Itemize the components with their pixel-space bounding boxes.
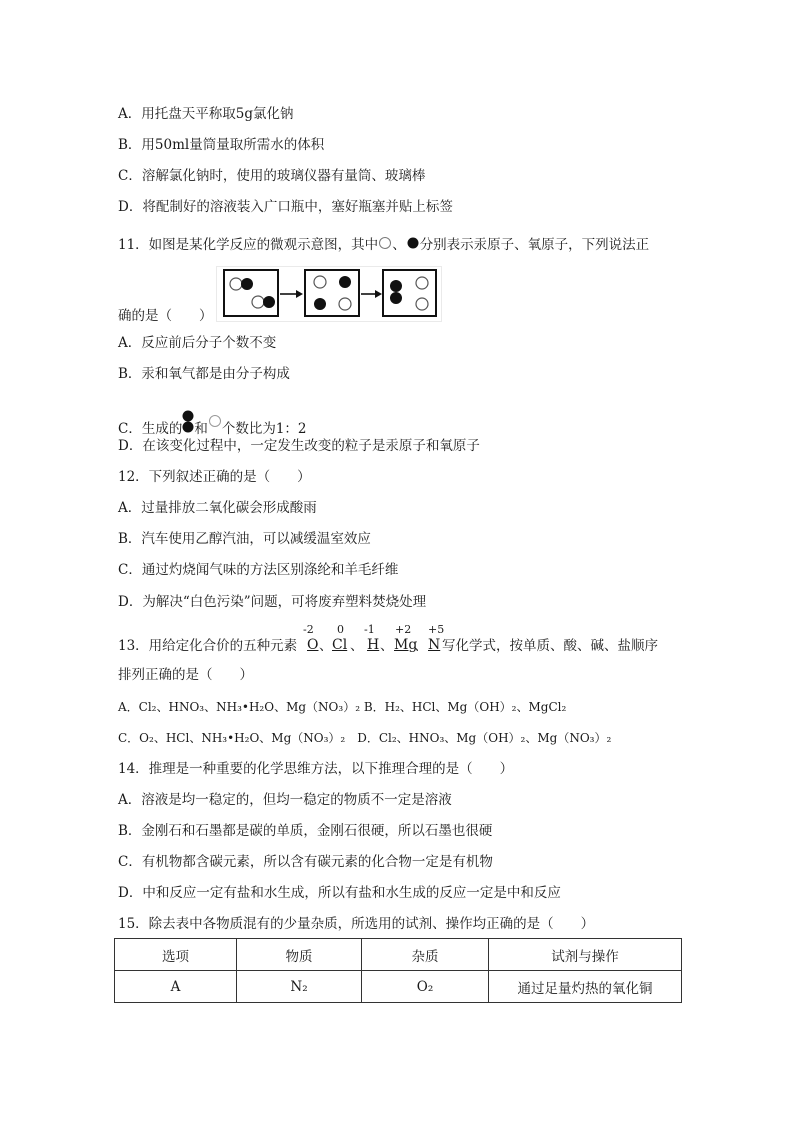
mercury-atom-icon <box>378 236 392 252</box>
q13-options-ab: A．Cl₂、HNO₃、NH₃•H₂O、Mg（NO₃）₂ B．H₂、HCl、Mg（OH）₂、MgCl₂ <box>118 700 567 714</box>
table-row <box>115 971 682 1003</box>
valence-n: +5 <box>428 623 445 636</box>
valence-o: -2 <box>303 623 314 636</box>
q15-stem: 15．除去表中各物质混有的少量杂质，所选用的试剂、操作均正确的是（ ） <box>118 916 595 932</box>
mercury-atom <box>416 277 428 289</box>
q12-option-d: D．为解决“白色污染”问题，可将废弃塑料焚烧处理 <box>118 594 427 610</box>
q13-stem-part-b: 写化学式，按单质、酸、碱、盐顺序 <box>442 638 658 654</box>
q12-option-c: C．通过灼烧闻气味的方法区别涤纶和羊毛纤维 <box>118 562 399 578</box>
mercury-atom <box>230 278 242 290</box>
valence-mg: +2 <box>395 623 412 636</box>
mercury-atom <box>252 296 264 308</box>
oxygen-atom <box>390 280 402 292</box>
q13-sep: 、 <box>380 638 394 654</box>
header-substance: 物质 <box>237 939 362 971</box>
mercury-atom <box>339 298 351 310</box>
oxygen-atom <box>263 296 275 308</box>
q13-stem-part-a: 13．用给定化合价的五种元素 <box>118 638 298 654</box>
oxygen-molecule-icon <box>182 409 194 439</box>
q12-stem: 12．下列叙述正确的是（ ） <box>118 469 311 485</box>
q13-sep: 、 <box>350 638 364 654</box>
q11-sep: 、 <box>392 237 406 253</box>
q11-stem <box>118 236 649 254</box>
cell-substance: N₂ <box>237 971 362 1003</box>
header-reagent-operation: 试剂与操作 <box>489 939 682 971</box>
valence-h: -1 <box>364 623 375 636</box>
q14-option-b: B．金刚石和石墨都是碳的单质，金刚石很硬，所以石墨也很硬 <box>118 823 493 839</box>
q12-option-a: A．过量排放二氧化碳会形成酸雨 <box>118 500 317 516</box>
q11-stem-part-a: 11．如图是某化学反应的微观示意图，其中 <box>118 237 379 253</box>
product-box <box>383 270 436 316</box>
mercury-atom <box>416 298 428 310</box>
cell-option: A <box>115 971 237 1003</box>
cell-impurity: O₂ <box>362 971 489 1003</box>
header-option: 选项 <box>115 939 237 971</box>
element-mg: Mg <box>394 637 418 653</box>
q13-stem-part-c: 排列正确的是（ ） <box>118 667 253 683</box>
oxygen-atom-icon <box>406 236 420 252</box>
q11-option-c <box>118 409 307 439</box>
q11-option-d: D．在该变化过程中，一定发生改变的粒子是汞原子和氧原子 <box>118 438 480 454</box>
q11-stem-end: 确的是（ ） <box>118 308 213 324</box>
q11-option-c-part-b: 和 <box>194 421 208 437</box>
q11-option-c-part-a: C．生成的 <box>118 421 183 437</box>
oxygen-atom <box>241 278 253 290</box>
oxygen-atom <box>390 292 402 304</box>
q13-sep: 、 <box>319 638 333 654</box>
q10-option-a: A．用托盘天平称取5g氯化钠 <box>118 106 294 122</box>
q11-option-c-part-c: 个数比为1：2 <box>221 421 307 437</box>
oxygen-atom <box>314 298 326 310</box>
q10-option-c: C．溶解氯化钠时，使用的玻璃仪器有量筒、玻璃棒 <box>118 168 426 184</box>
element-o: O <box>307 637 319 653</box>
element-h: H <box>367 637 380 653</box>
intermediate-box <box>305 270 359 316</box>
cell-reagent-operation: 通过足量灼热的氧化铜 <box>489 971 682 1003</box>
reaction-diagram <box>216 266 442 322</box>
table-header-row <box>115 939 682 971</box>
q11-option-b: B．汞和氧气都是由分子构成 <box>118 366 290 382</box>
q14-option-d: D．中和反应一定有盐和水生成，所以有盐和水生成的反应一定是中和反应 <box>118 885 561 901</box>
q13-options-cd: C．O₂、HCl、NH₃•H₂O、Mg（NO₃）₂ D．Cl₂、HNO₃、Mg（OH）₂、Mg（NO₃）₂ <box>118 731 612 745</box>
q11-stem-part-b: 分别表示汞原子、氧原子，下列说法正 <box>419 237 650 253</box>
q12-option-b: B．汽车使用乙醇汽油，可以减缓温室效应 <box>118 531 371 547</box>
impurity-table <box>114 938 682 1003</box>
q14-option-c: C．有机物都含碳元素，所以含有碳元素的化合物一定是有机物 <box>118 854 493 870</box>
q10-option-b: B．用50ml量筒量取所需水的体积 <box>118 137 325 153</box>
valence-cl: 0 <box>337 623 344 636</box>
element-cl: Cl <box>332 637 348 653</box>
mercury-atom-icon <box>208 414 222 430</box>
q11-option-a: A．反应前后分子个数不变 <box>118 335 277 351</box>
oxygen-atom <box>339 276 351 288</box>
q14-option-a: A．溶液是均一稳定的，但均一稳定的物质不一定是溶液 <box>118 792 452 808</box>
q13-sep: 、 <box>414 638 428 654</box>
mercury-atom <box>314 276 326 288</box>
reactant-box <box>224 270 278 316</box>
q10-option-d: D．将配制好的溶液装入广口瓶中，塞好瓶塞并贴上标签 <box>118 199 453 215</box>
q14-stem: 14．推理是一种重要的化学思维方法，以下推理合理的是（ ） <box>118 761 514 777</box>
element-n: N <box>428 637 441 653</box>
header-impurity: 杂质 <box>362 939 489 971</box>
